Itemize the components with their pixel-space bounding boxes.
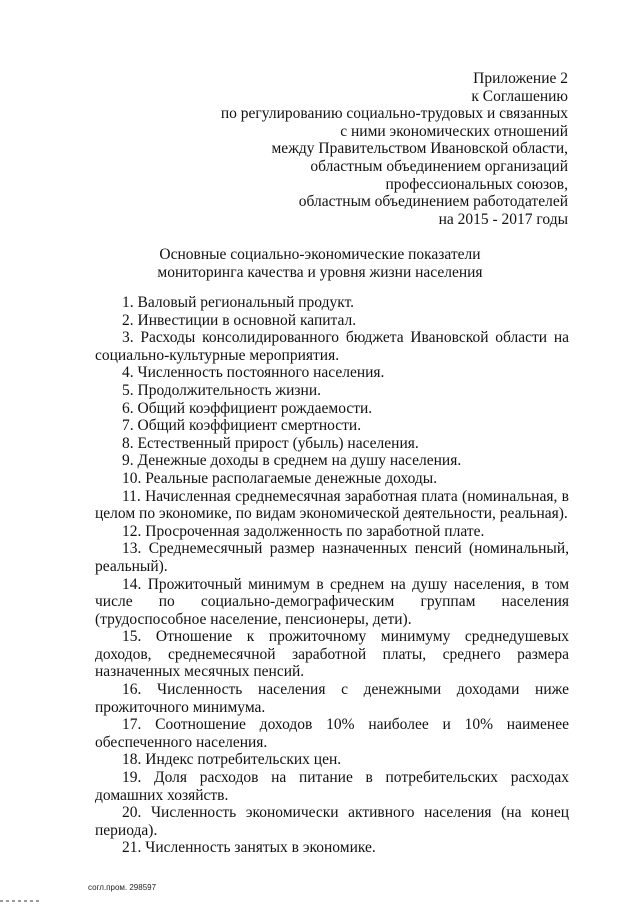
list-item: 13. Среднемесячный размер назначенных пенсий (номинальный, реальный). <box>95 540 569 575</box>
title-line-1: Основные социально-экономические показатели <box>159 246 481 263</box>
scan-artifact <box>0 900 40 902</box>
list-item: 2. Инвестиции в основной капитал. <box>122 311 357 329</box>
list-item: 18. Индекс потребительских цен. <box>122 751 342 769</box>
header-line: Приложение 2 <box>473 70 568 87</box>
list-item: 21. Численность занятых в экономике. <box>122 839 376 857</box>
header-line: профессиональных союзов, <box>385 175 568 193</box>
list-item: 5. Продолжительность жизни. <box>122 381 321 399</box>
document-title <box>0 246 640 281</box>
list-item: 19. Доля расходов на питание в потребительских расходах домашних хозяйств. <box>95 769 569 804</box>
list-item: 8. Естественный прирост (убыль) населения. <box>122 434 419 452</box>
list-item: 1. Валовый региональный продукт. <box>122 294 355 311</box>
list-item: 17. Соотношение доходов 10% наиболее и 10% наименее обеспеченного населения. <box>95 716 569 751</box>
list-item: 4. Численность постоянного населения. <box>122 364 385 382</box>
list-item: 3. Расходы консолидированного бюджета Ивановской области на социально-культурные мероприятия. <box>95 329 569 364</box>
header-line: по регулированию социально-трудовых и связанных <box>220 105 568 123</box>
header-line: с ними экономических отношений <box>340 122 568 140</box>
header-line: между Правительством Ивановской области, <box>271 140 568 158</box>
header-line: на 2015 - 2017 годы <box>438 210 568 228</box>
list-item: 12. Просроченная задолженность по заработной плате. <box>122 522 485 540</box>
list-item: 7. Общий коэффициент смертности. <box>122 417 362 435</box>
list-item: 16. Численность населения с денежными доходами ниже прожиточного минимума. <box>95 681 569 716</box>
list-item: 9. Денежные доходы в среднем на душу населения. <box>122 452 462 470</box>
header-line: к Соглашению <box>471 87 568 105</box>
document-code: согл.пром. 298597 <box>88 883 157 892</box>
header-line: областным объединением организаций <box>310 157 568 175</box>
list-item: 11. Начисленная среднемесячная заработная плата (номинальная, в целом по экономике, по видам экономической деятельности, реальная). <box>95 487 569 523</box>
title-line-2: мониторинга качества и уровня жизни населения <box>157 263 483 281</box>
indicator-list <box>95 294 569 857</box>
list-item: 20. Численность экономически активного населения (на конец периода). <box>95 804 569 839</box>
list-item: 6. Общий коэффициент рождаемости. <box>122 399 373 417</box>
list-item: 10. Реальные располагаемые денежные доходы. <box>122 469 438 487</box>
list-item: 14. Прожиточный минимум в среднем на душу населения, в том числе по социально-демографическим группам населения (трудоспособное население, пенсионеры, дети). <box>95 575 569 628</box>
appendix-header <box>221 70 568 228</box>
header-line: областным объединением работодателей <box>298 193 568 211</box>
list-item: 15. Отношение к прожиточному минимуму среднедушевых доходов, среднемесячной заработной платы, среднего размера назначенных месячных пенсий. <box>95 628 569 681</box>
